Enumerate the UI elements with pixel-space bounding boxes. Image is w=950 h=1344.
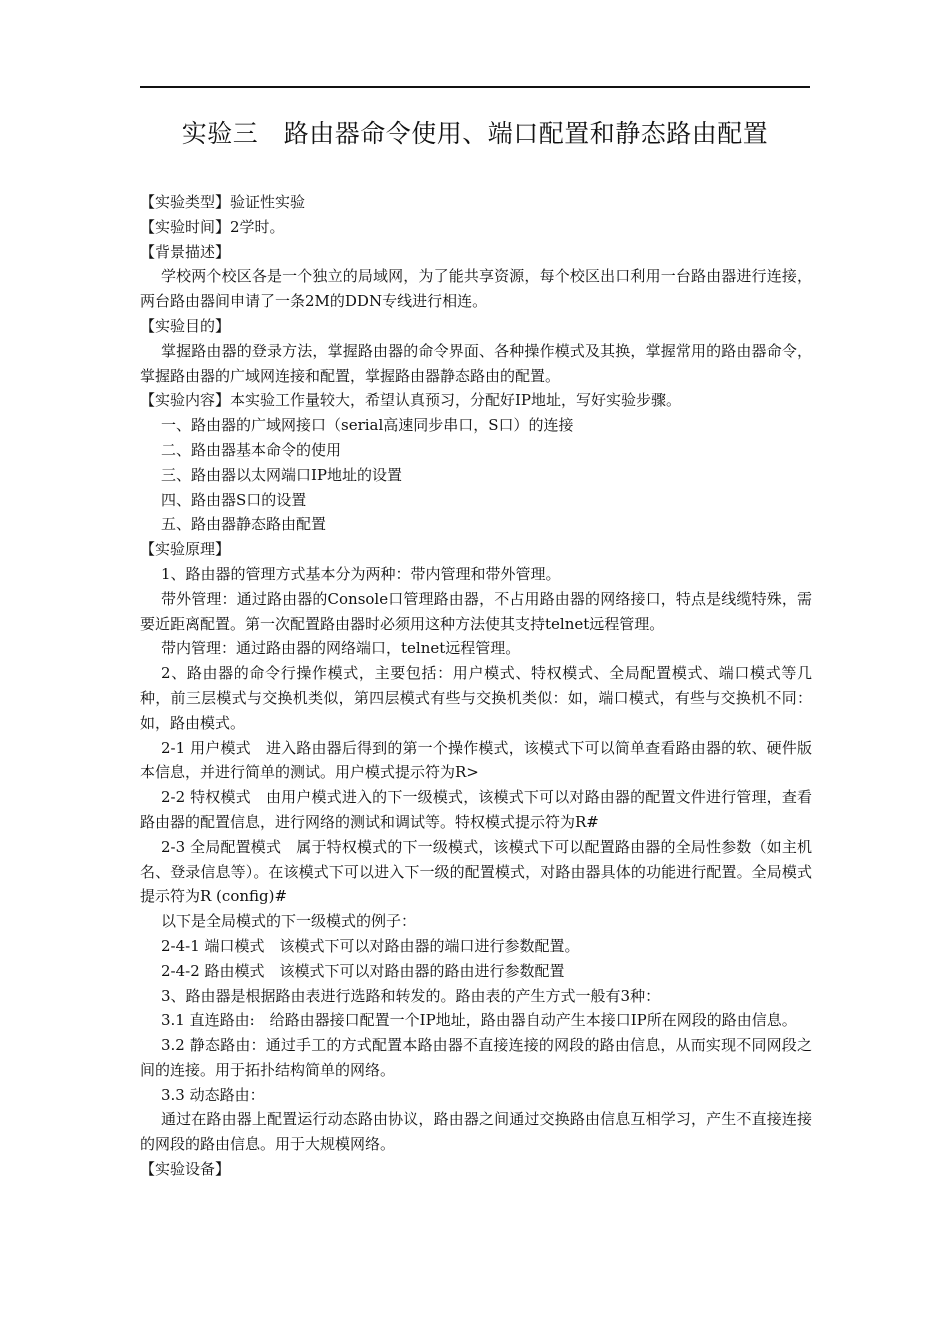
section-heading-purpose: 【实验目的】 (140, 316, 231, 335)
section-heading-content: 【实验内容】本实验工作量较大，希望认真预习，分配好IP地址，写好实验步骤。 (140, 391, 682, 410)
paragraph-time: 【实验时间】2学时。 (140, 217, 285, 236)
section-heading-principle: 【实验原理】 (140, 540, 231, 559)
list-item: 三、路由器以太网端口IP地址的设置 (161, 465, 403, 484)
paragraph-routing-mode: 2-4-2 路由模式 该模式下可以对路由器的路由进行参数配置 (161, 961, 565, 980)
page-title: 实验三 路由器命令使用、端口配置和静态路由配置 (181, 119, 769, 148)
paragraph-in-band: 带内管理：通过路由器的网络端口，telnet远程管理。 (161, 639, 521, 658)
paragraph-user-mode: 2-1 用户模式 进入路由器后得到的第一个操作模式，该模式下可以简单查看路由器的软、硬件版本信息，并进行简单的测试。用户模式提示符为R> (140, 738, 812, 782)
paragraph-background: 学校两个校区各是一个独立的局域网，为了能共享资源，每个校区出口利用一台路由器进行连接，两台路由器间申请了一条2M的DDN专线进行相连。 (140, 267, 812, 311)
paragraph-out-band: 带外管理：通过路由器的Console口管理路由器，不占用路由器的网络接口，特点是线缆特殊，需要近距离配置。第一次配置路由器时必须用这种方法使其支持telnet远程管理。 (140, 589, 812, 633)
list-item: 二、路由器基本命令的使用 (161, 440, 342, 459)
paragraph-dynamic-route-body: 通过在路由器上配置运行动态路由协议，路由器之间通过交换路由信息互相学习，产生不直接连接的网段的路由信息。用于大规模网络。 (140, 1110, 812, 1154)
list-item: 五、路由器静态路由配置 (161, 515, 327, 534)
paragraph-direct-route: 3.1 直连路由: 给路由器接口配置一个IP地址，路由器自动产生本接口IP所在网段的路由信息。 (161, 1011, 797, 1030)
paragraph-static-route: 3.2 静态路由：通过手工的方式配置本路由器不直接连接的网段的路由信息，从而实现不同网段之间的连接。用于拓扑结构简单的网络。 (140, 1036, 812, 1079)
paragraph-purpose: 掌握路由器的登录方法，掌握路由器的命令界面、各种操作模式及其换，掌握常用的路由器命令，掌握路由器的广域网连接和配置，掌握路由器静态路由的配置。 (140, 341, 812, 385)
paragraph-principle-1: 1、路由器的管理方式基本分为两种：带内管理和带外管理。 (161, 564, 561, 583)
section-heading-equipment: 【实验设备】 (140, 1160, 231, 1179)
section-heading-background: 【背景描述】 (140, 242, 231, 261)
paragraph-dynamic-route: 3.3 动态路由： (161, 1085, 265, 1104)
paragraph-privileged-mode: 2-2 特权模式 由用户模式进入的下一级模式，该模式下可以对路由器的配置文件进行管理，查看路由器的配置信息，进行网络的测试和调试等。特权模式提示符为R# (140, 788, 812, 831)
header-rule (140, 86, 810, 88)
paragraph-principle-3: 3、路由器是根据路由表进行选路和转发的。路由表的产生方式一般有3种： (161, 986, 661, 1005)
paragraph-global-mode: 2-3 全局配置模式 属于特权模式的下一级模式，该模式下可以配置路由器的全局性参数（如主机名、登录信息等）。在该模式下可以进入下一级的配置模式，对路由器具体的功能进行配置。全局模式提示符为R (config)# (140, 837, 812, 906)
list-item: 一、路由器的广域网接口（serial高速同步串口，S口）的连接 (161, 416, 574, 435)
paragraph-type: 【实验类型】验证性实验 (140, 193, 306, 211)
list-item: 四、路由器S口的设置 (161, 490, 307, 509)
paragraph-interface-mode: 2-4-1 端口模式 该模式下可以对路由器的端口进行参数配置。 (161, 936, 580, 955)
document-body (140, 190, 812, 1182)
paragraph-submode-intro: 以下是全局模式的下一级模式的例子： (161, 912, 417, 931)
paragraph-principle-2: 2、路由器的命令行操作模式，主要包括：用户模式、特权模式、全局配置模式、端口模式等几种，前三层模式与交换机类似，第四层模式有些与交换机类似：如，端口模式，有些与交换机不同：如，路由模式。 (140, 664, 812, 732)
